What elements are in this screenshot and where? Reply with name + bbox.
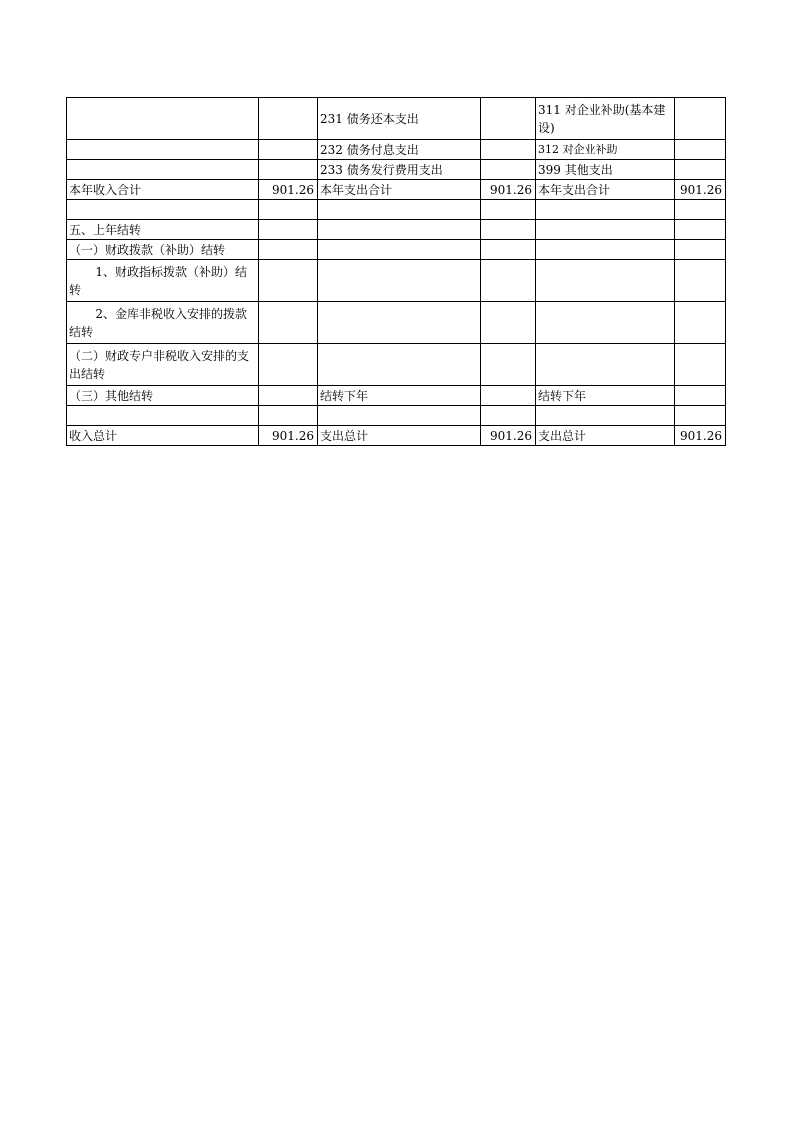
table-cell: 2、金库非税收入安排的拨款结转 [67, 302, 259, 344]
table-cell: 231 债务还本支出 [318, 98, 481, 140]
table-cell [481, 406, 536, 426]
table-cell [536, 406, 675, 426]
table-row [67, 406, 726, 426]
table-cell: （一）财政拨款（补助）结转 [67, 240, 259, 260]
budget-table [66, 97, 726, 446]
table-cell: 901.26 [259, 426, 318, 446]
table-cell: 本年支出合计 [536, 180, 675, 200]
table-cell: 支出总计 [536, 426, 675, 446]
table-cell [536, 344, 675, 386]
table-cell: 901.26 [675, 180, 726, 200]
table-cell [259, 344, 318, 386]
table-cell: 901.26 [481, 426, 536, 446]
table-cell: 收入总计 [67, 426, 259, 446]
table-cell [259, 98, 318, 140]
table-cell [536, 240, 675, 260]
table-cell [259, 140, 318, 160]
table-cell [481, 160, 536, 180]
table-cell [675, 98, 726, 140]
table-row [67, 160, 726, 180]
table-cell [675, 160, 726, 180]
table-cell [536, 200, 675, 220]
table-cell [318, 220, 481, 240]
table-row [67, 426, 726, 446]
table-cell [318, 260, 481, 302]
table-cell [675, 240, 726, 260]
table-cell [259, 200, 318, 220]
table-row [67, 386, 726, 406]
table-cell: 399 其他支出 [536, 160, 675, 180]
table-cell [481, 386, 536, 406]
table-cell [259, 160, 318, 180]
table-cell [259, 260, 318, 302]
table-cell [481, 220, 536, 240]
table-cell [318, 344, 481, 386]
table-cell [536, 220, 675, 240]
table-row [67, 220, 726, 240]
table-cell [481, 98, 536, 140]
table-cell [675, 140, 726, 160]
table-cell: 本年支出合计 [318, 180, 481, 200]
table-cell: 232 债务付息支出 [318, 140, 481, 160]
table-cell: 结转下年 [318, 386, 481, 406]
table-cell [481, 302, 536, 344]
table-cell [675, 200, 726, 220]
table-row [67, 180, 726, 200]
table-cell: 901.26 [259, 180, 318, 200]
table-cell: 311 对企业补助(基本建设) [536, 98, 675, 140]
table-row [67, 98, 726, 140]
table-row [67, 240, 726, 260]
table-row [67, 344, 726, 386]
table-cell [675, 406, 726, 426]
table-cell [481, 140, 536, 160]
table-cell [259, 220, 318, 240]
table-cell [536, 260, 675, 302]
table-cell [318, 302, 481, 344]
table-cell: 支出总计 [318, 426, 481, 446]
table-cell [67, 98, 259, 140]
table-cell [67, 406, 259, 426]
table-cell [259, 302, 318, 344]
table-cell [318, 406, 481, 426]
table-cell [67, 160, 259, 180]
table-cell: （三）其他结转 [67, 386, 259, 406]
table-cell [675, 344, 726, 386]
table-cell [481, 260, 536, 302]
table-cell [481, 240, 536, 260]
table-cell [259, 406, 318, 426]
table-cell: 901.26 [481, 180, 536, 200]
table-cell [318, 200, 481, 220]
table-cell: 结转下年 [536, 386, 675, 406]
table-cell: 901.26 [675, 426, 726, 446]
table-cell: 1、财政指标拨款（补助）结转 [67, 260, 259, 302]
table-cell [675, 386, 726, 406]
table-cell: 五、上年结转 [67, 220, 259, 240]
table-row [67, 140, 726, 160]
table-cell [675, 302, 726, 344]
table-row [67, 302, 726, 344]
table-cell [259, 240, 318, 260]
table-cell [67, 140, 259, 160]
table-cell [675, 220, 726, 240]
table-cell: 312 对企业补助 [536, 140, 675, 160]
table-cell: 233 债务发行费用支出 [318, 160, 481, 180]
table-row [67, 200, 726, 220]
table-row [67, 260, 726, 302]
table-cell [675, 260, 726, 302]
table-cell [481, 344, 536, 386]
table-cell [536, 302, 675, 344]
table-cell: 本年收入合计 [67, 180, 259, 200]
table-cell [259, 386, 318, 406]
table-cell: （二）财政专户非税收入安排的支出结转 [67, 344, 259, 386]
table-cell [67, 200, 259, 220]
table-cell [318, 240, 481, 260]
table-cell [481, 200, 536, 220]
